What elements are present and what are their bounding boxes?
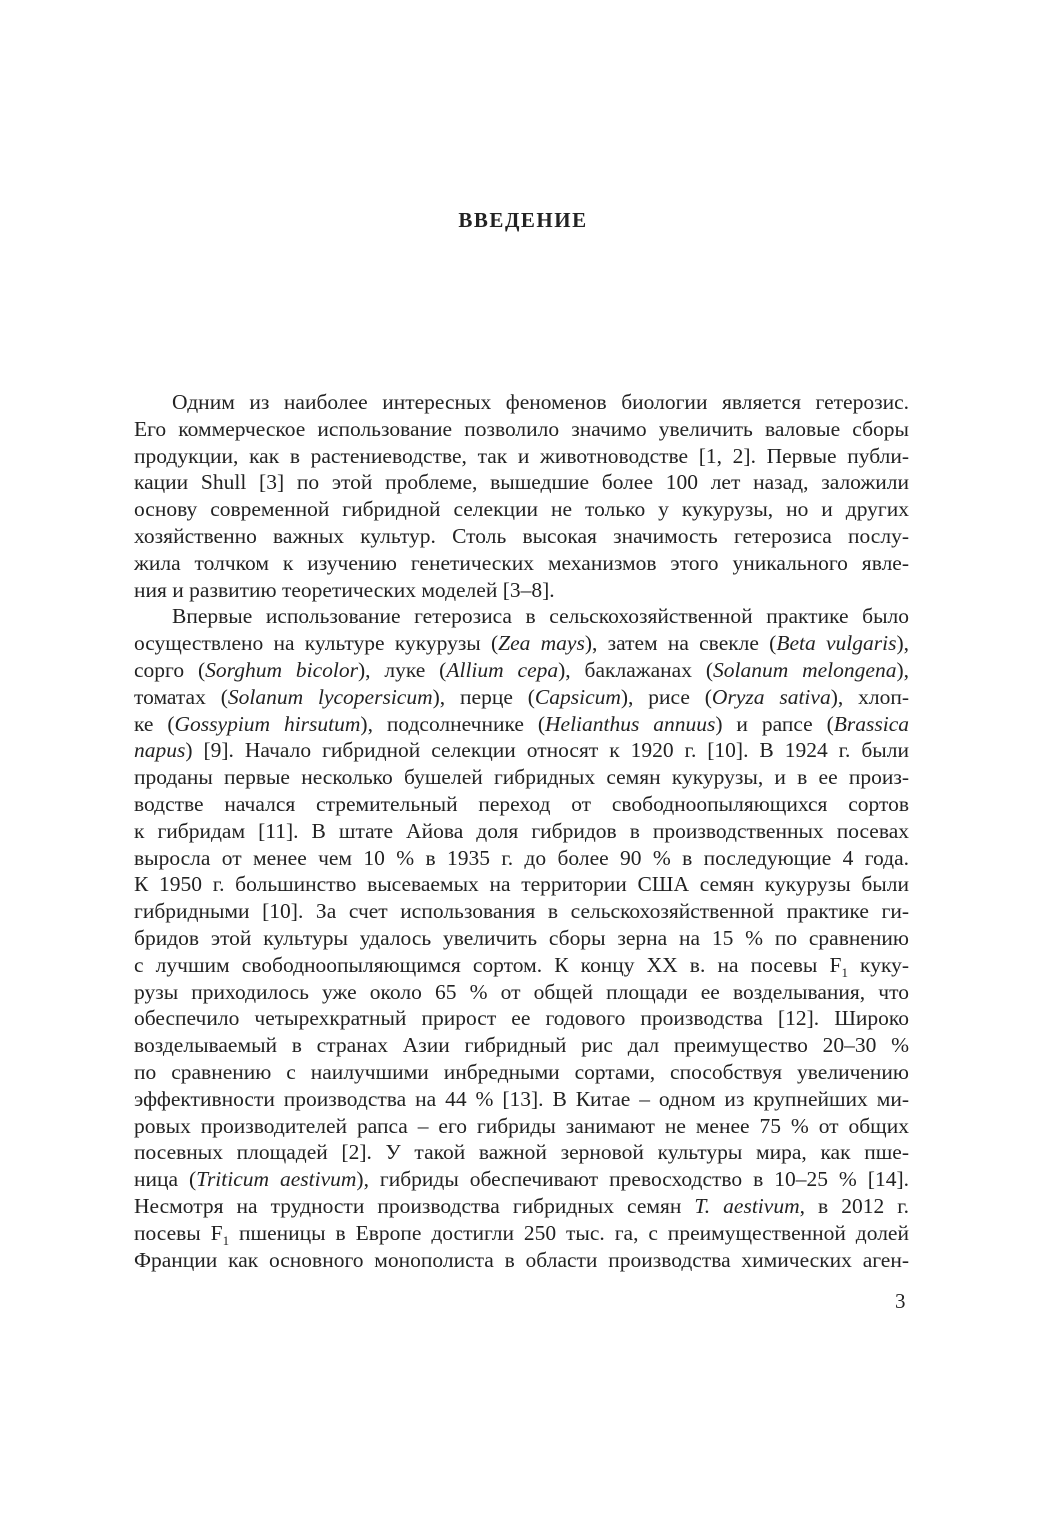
- italic-text: Triticum aestivum: [196, 1167, 357, 1192]
- text-line: [134, 1086, 909, 1113]
- italic-text: Brassica: [833, 711, 909, 736]
- text-line: [134, 630, 909, 657]
- text-line: [134, 925, 909, 952]
- text-line: [134, 1113, 909, 1140]
- italic-text: Solanum melongena: [712, 657, 897, 682]
- text-segment: с лучшим свободноопыляющимся сортом. К концу XX в. на посевы F: [134, 952, 842, 977]
- text-line: [134, 791, 909, 818]
- text-segment: ), перце (: [432, 684, 535, 709]
- text-segment: к гибридам [11]. В штате Айова доля гибридов в производственных посевах: [134, 818, 909, 843]
- text-segment: Франции как основного монополиста в области производства химических аген-: [134, 1247, 909, 1272]
- italic-text: Solanum lycopersicum: [227, 684, 433, 709]
- text-line: [134, 1032, 909, 1059]
- italic-text: Helianthus annuus: [545, 711, 716, 736]
- text-line: [134, 1193, 909, 1220]
- text-segment: кации Shull [3] по этой проблеме, вышедшие более 100 лет назад, заложили: [134, 470, 909, 495]
- text-segment: по сравнению с наилучшими инбредными сортами, способствуя увеличению: [134, 1059, 909, 1084]
- text-segment: обеспечило четырехкратный прирост ее годового производства [12]. Широко: [134, 1006, 909, 1031]
- text-segment: Одним из наиболее интересных феноменов биологии является гетерозис.: [172, 390, 909, 414]
- italic-text: Beta vulgaris: [776, 631, 897, 656]
- text-segment: бридов этой культуры удалось увеличить сборы зерна на 15 % по сравнению: [134, 925, 909, 950]
- text-line: [134, 711, 909, 738]
- italic-text: Gossypium hirsutum: [174, 711, 361, 736]
- text-segment: эффективности производства на 44 % [13]. В Китае – одном из крупнейших ми-: [134, 1086, 909, 1111]
- italic-text: Oryza sativa: [711, 684, 831, 709]
- subscript-text: 1: [841, 964, 848, 980]
- italic-text: Sorghum bicolor: [205, 657, 358, 682]
- text-line: [134, 684, 909, 711]
- text-line: [134, 898, 909, 925]
- text-segment: Несмотря на трудности производства гибридных семян: [134, 1193, 695, 1218]
- text-line: [134, 1220, 909, 1247]
- subscript-text: 1: [222, 1232, 230, 1248]
- text-segment: основу современной гибридной селекции не только у кукурузы, но и других: [134, 497, 909, 522]
- text-segment: посевных площадей [2]. У такой важной зерновой культуры мира, как пше-: [134, 1140, 909, 1165]
- text-segment: хозяйственно важных культур. Столь высокая значимость гетерозиса послу-: [134, 523, 909, 548]
- text-segment: ница (: [134, 1167, 197, 1192]
- italic-text: Allium cepa: [446, 657, 559, 682]
- text-segment: возделываемый в странах Азии гибридный рис дал преимущество 20–30 %: [134, 1033, 909, 1058]
- text-segment: Впервые использование гетерозиса в сельскохозяйственной практике было: [172, 604, 909, 629]
- text-segment: сорго (: [134, 657, 206, 682]
- text-segment: жила толчком к изучению генетических механизмов этого уникального явле-: [134, 550, 909, 575]
- text-line: [134, 979, 909, 1006]
- body-text: [134, 389, 909, 1273]
- text-line: [134, 603, 909, 630]
- text-line: [134, 737, 909, 764]
- text-line: [134, 577, 909, 604]
- text-line: [134, 818, 909, 845]
- text-line: [134, 871, 909, 898]
- text-segment: ) [9]. Начало гибридной селекции относят к 1920 г. [10]. В 1924 г. были: [185, 738, 909, 763]
- text-segment: ), баклажанах (: [558, 657, 713, 682]
- text-segment: ния и развитию теоретических моделей [3–8].: [134, 577, 555, 602]
- text-segment: осуществлено на культуре кукурузы (: [134, 631, 499, 656]
- text-line: [134, 1005, 909, 1032]
- text-segment: ), луке (: [357, 657, 447, 682]
- text-segment: ), гибриды обеспечивают превосходство в 10–25 % [14].: [356, 1167, 909, 1192]
- text-segment: куку-: [847, 952, 909, 977]
- text-line: [134, 469, 909, 496]
- text-segment: томатах (: [134, 684, 228, 709]
- text-line: [134, 496, 909, 523]
- text-segment: Его коммерческое использование позволило значимо увеличить валовые сборы: [134, 416, 909, 441]
- text-line: [134, 657, 909, 684]
- italic-text: T. aestivum: [694, 1193, 800, 1218]
- page-title: ВВЕДЕНИЕ: [458, 208, 588, 232]
- text-segment: ке (: [134, 711, 175, 736]
- text-segment: посевы F: [134, 1220, 223, 1245]
- text-segment: пшеницы в Европе достигли 250 тыс. га, с преимущественной долей: [229, 1220, 909, 1245]
- italic-text: Zea mays: [498, 631, 585, 656]
- text-line: [134, 1166, 909, 1193]
- text-segment: ровых производителей рапса – его гибриды занимают не менее 75 % от общих: [134, 1113, 909, 1138]
- italic-text: Capsicum: [534, 684, 621, 709]
- text-line: [134, 764, 909, 791]
- text-segment: ),: [896, 631, 909, 656]
- text-segment: водстве начался стремительный переход от свободноопыляющихся сортов: [134, 791, 909, 816]
- text-segment: гибридными [10]. За счет использования в сельскохозяйственной практике ги-: [134, 899, 909, 924]
- text-line: [134, 845, 909, 872]
- text-segment: ), подсолнечнике (: [360, 711, 545, 736]
- text-segment: рузы приходилось уже около 65 % от общей площади ее возделывания, что: [134, 979, 909, 1004]
- italic-text: napus: [134, 738, 186, 763]
- text-segment: К 1950 г. большинство высеваемых на территории США семян кукурузы были: [134, 872, 909, 897]
- text-line: [134, 1139, 909, 1166]
- text-line: [134, 1059, 909, 1086]
- text-line: [134, 443, 909, 470]
- text-segment: выросла от менее чем 10 % в 1935 г. до более 90 % в последующие 4 года.: [134, 845, 909, 870]
- text-segment: продукции, как в растениеводстве, так и животноводстве [1, 2]. Первые публи-: [134, 443, 909, 468]
- text-line: [134, 550, 909, 577]
- text-segment: проданы первые несколько бушелей гибридных семян кукурузы, и в ее произ-: [134, 765, 909, 790]
- text-line: [134, 389, 909, 416]
- text-segment: ), рисе (: [620, 684, 712, 709]
- page-number: 3: [895, 1289, 906, 1313]
- text-line: [134, 952, 909, 979]
- text-segment: ), затем на свекле (: [584, 631, 777, 656]
- text-line: [134, 416, 909, 443]
- text-segment: ),: [896, 657, 909, 682]
- text-segment: ), хлоп-: [830, 684, 909, 709]
- text-line: [134, 1247, 909, 1274]
- text-line: [134, 523, 909, 550]
- text-segment: , в 2012 г.: [799, 1193, 910, 1218]
- text-segment: ) и рапсе (: [715, 711, 834, 736]
